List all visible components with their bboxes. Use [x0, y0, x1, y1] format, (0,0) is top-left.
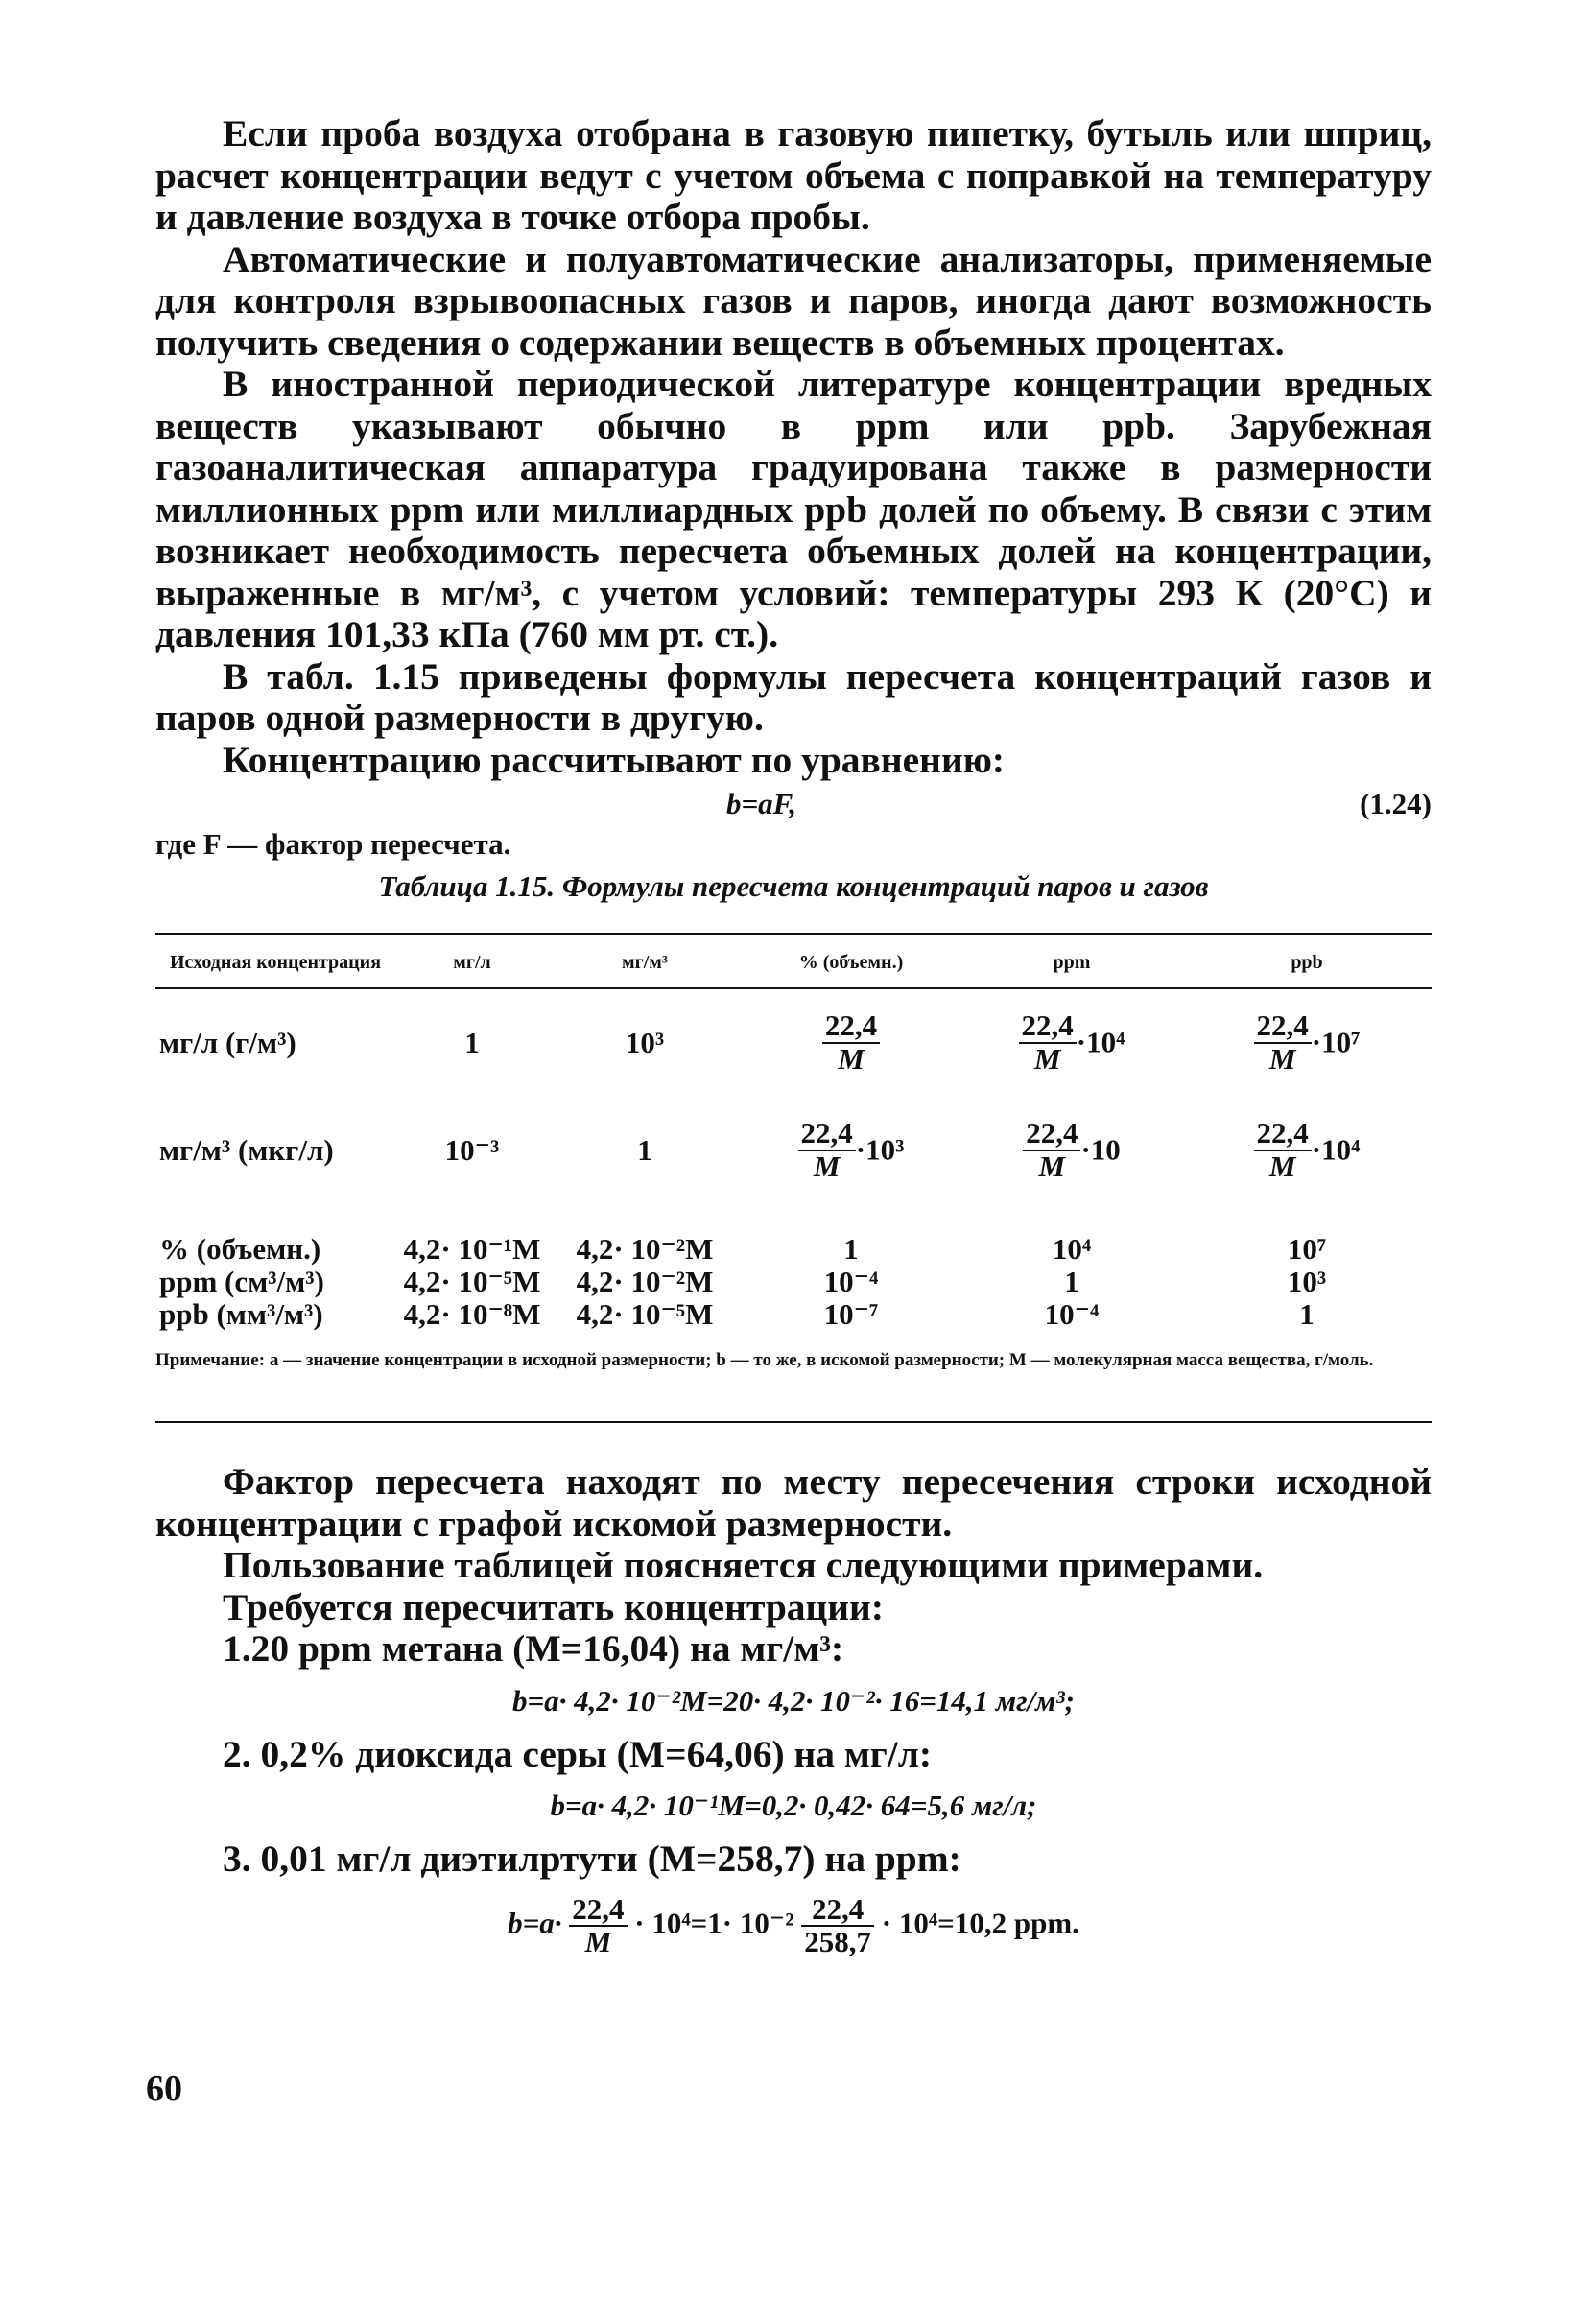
table-cell: 4,2· 10⁻⁵M: [576, 1297, 714, 1331]
page-body: [155, 113, 1432, 1974]
table-row: [155, 988, 1432, 1097]
column-header: Исходная концентрация: [155, 934, 395, 988]
multiplier: ·10: [1080, 1133, 1121, 1167]
table-cell: 10⁻⁷: [823, 1297, 879, 1331]
fraction: [1019, 1010, 1077, 1075]
table-cell: 1: [1064, 1265, 1079, 1298]
fraction: [569, 1891, 627, 1959]
table-cell: 1: [637, 1133, 652, 1167]
example-formula: b=a· 4,2· 10⁻²M=20· 4,2· 10⁻²· 16=14,1 мг/м³;: [511, 1683, 1076, 1718]
formula-part: · 10⁴=10,2 ppm.: [881, 1906, 1079, 1940]
table-header-row: [155, 934, 1432, 988]
column-header: мг/л: [395, 934, 549, 988]
fraction-numerator: 22,4: [1254, 1118, 1312, 1151]
table-cell: 10⁻³: [444, 1133, 500, 1167]
table-cell: [741, 988, 961, 1097]
table-cell: 4,2· 10⁻²M: [576, 1265, 714, 1298]
table-cell: [1182, 1097, 1432, 1204]
section-examples: [155, 1461, 1432, 1958]
fraction-denominator: M: [1033, 1042, 1061, 1076]
fraction: [798, 1118, 856, 1182]
table-cell: [961, 988, 1182, 1097]
paragraph: Автоматические и полуавтоматические анализаторы, применяемые для контроля взрывоопасных газов и паров, иногда дают возможность получить сведения о содержании веществ в объемных процентах.: [155, 237, 1432, 364]
fraction-denominator: M: [584, 1925, 612, 1959]
table-row: [155, 1298, 1432, 1331]
table-cell: 1: [464, 1026, 480, 1059]
table-cell: [741, 1097, 961, 1204]
table-cell: 4,2· 10⁻⁸M: [403, 1297, 541, 1331]
fraction: [1254, 1010, 1312, 1075]
row-label: % (объемн.): [159, 1232, 321, 1266]
paragraph: Пользование таблицей поясняется следующими примерами.: [223, 1544, 1264, 1586]
paragraph: Фактор пересчета находят по месту пересечения строки исходной концентрации с графой искомой размерности.: [155, 1460, 1432, 1545]
equation: b=aF,: [726, 787, 797, 820]
fraction-numerator: 22,4: [1254, 1010, 1312, 1044]
paragraph: В иностранной периодической литературе концентрации вредных веществ указывают обычно в ppm или ppb. Зарубежная газоаналитическая аппаратура градуирована также в размерности миллионных ppm или миллиардных ppb долей по объему. В связи с этим возникает необходимость пересчета объемных долей на концентрации, выраженные в мг/м³, с учетом условий: температуры 293 К (20°С) и давления 101,33 кПа (760 мм рт. ст.).: [155, 363, 1432, 655]
fraction-numerator: 22,4: [1019, 1010, 1077, 1044]
column-header: ppm: [961, 934, 1182, 988]
equation-number: (1.24): [1360, 787, 1432, 820]
table-note: Примечание: a — значение концентрации в исходной размерности; b — то же, в искомой размерности; M — молекулярная масса вещества, г/моль.: [155, 1350, 1374, 1370]
paragraph: Если проба воздуха отобрана в газовую пипетку, бутыль или шприц, расчет концентрации ведут с учетом объема с поправкой на температуру и давление воздуха в точке отбора пробы.: [155, 112, 1432, 238]
formula-part: b=a·: [508, 1906, 562, 1940]
multiplier: ·10³: [855, 1133, 905, 1167]
fraction-denominator: M: [838, 1042, 865, 1076]
conversion-table: [155, 933, 1432, 1423]
formula-part: · 10⁴=1· 10⁻²: [634, 1906, 794, 1940]
fraction-numerator: 22,4: [801, 1894, 874, 1928]
table-cell: 10⁻⁴: [1044, 1297, 1100, 1331]
table-note-row: [155, 1331, 1432, 1422]
example-heading: 3. 0,01 мг/л диэтилртути (M=258,7) на ppm:: [223, 1838, 961, 1880]
fraction-numerator: 22,4: [1023, 1118, 1080, 1151]
table-cell: 10³: [625, 1026, 665, 1059]
table-cell: 1: [843, 1232, 859, 1266]
fraction: [1254, 1118, 1312, 1182]
example-formula: [155, 1891, 1432, 1959]
page-number: 60: [146, 2069, 182, 2109]
row-label: ppb (мм³/м³): [159, 1297, 323, 1331]
fraction: [1023, 1118, 1080, 1182]
table-cell: 10³: [1287, 1265, 1327, 1298]
equation-line: [155, 781, 1432, 827]
column-header: ppb: [1182, 934, 1432, 988]
table-caption: Таблица 1.15. Формулы пересчета концентраций паров и газов: [378, 869, 1209, 903]
paragraph: Концентрацию рассчитывают по уравнению:: [223, 738, 1006, 781]
fraction-numerator: 22,4: [798, 1118, 856, 1151]
fraction-denominator: M: [1268, 1042, 1296, 1076]
fraction: [822, 1010, 880, 1075]
table-row: [155, 1266, 1432, 1298]
example-formula: b=a· 4,2· 10⁻¹M=0,2· 0,42· 64=5,6 мг/л;: [550, 1789, 1037, 1822]
column-header: мг/м³: [549, 934, 741, 988]
where-line: где F — фактор пересчета.: [155, 827, 511, 861]
table-cell: 4,2· 10⁻¹M: [403, 1232, 541, 1266]
example-heading: 1.20 ppm метана (M=16,04) на мг/м³:: [223, 1627, 844, 1670]
multiplier: ·10⁷: [1311, 1026, 1361, 1059]
column-header: % (объемн.): [741, 934, 961, 988]
table-cell: [961, 1097, 1182, 1204]
fraction-denominator: 258,7: [804, 1925, 872, 1959]
row-label: мг/л (г/м³): [159, 1026, 296, 1059]
fraction-denominator: M: [813, 1150, 841, 1183]
multiplier: ·10⁴: [1311, 1133, 1361, 1167]
table-cell: 10⁻⁴: [823, 1265, 879, 1298]
table-cell: 10⁴: [1052, 1232, 1092, 1266]
example-heading: 2. 0,2% диоксида серы (M=64,06) на мг/л:: [223, 1732, 933, 1775]
table-cell: [1182, 988, 1432, 1097]
fraction-denominator: M: [1038, 1150, 1066, 1183]
table-cell: 1: [1299, 1297, 1315, 1331]
multiplier: ·10⁴: [1076, 1026, 1125, 1059]
fraction-numerator: 22,4: [822, 1010, 880, 1044]
fraction: [801, 1891, 874, 1959]
row-label: ppm (см³/м³): [159, 1265, 324, 1298]
table-row: [155, 1097, 1432, 1204]
table-cell: 10⁷: [1287, 1232, 1327, 1266]
table-cell: 4,2· 10⁻⁵M: [403, 1265, 541, 1298]
paragraph: В табл. 1.15 приведены формулы пересчета концентраций газов и паров одной размерности в другую.: [155, 654, 1432, 739]
table-row: [155, 1204, 1432, 1266]
paragraph: Требуется пересчитать концентрации:: [223, 1585, 884, 1628]
table-cell: 4,2· 10⁻²M: [576, 1232, 714, 1266]
fraction-denominator: M: [1268, 1150, 1296, 1183]
row-label: мг/м³ (мкг/л): [159, 1133, 334, 1167]
fraction-numerator: 22,4: [569, 1894, 627, 1928]
